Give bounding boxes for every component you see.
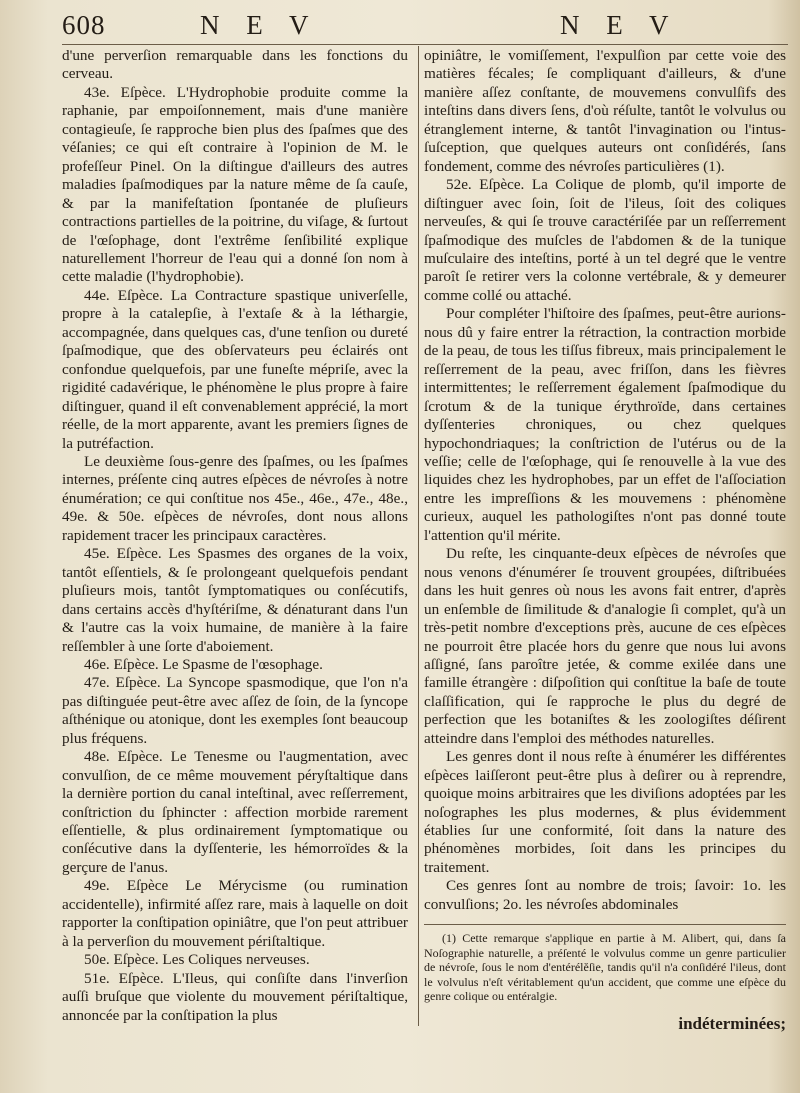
paragraph: Du reſte, les cinquante-deux eſpèces de névroſes que nous venons d'énumérer ſe trouvent groupées, diſtribuées dans les huit genres où nous les avons fait entrer, d'après un enſemble de ſimilitude & d'analogie ſi complet, qu'à un très-petit nombre d'exceptions près, aucune de ces eſpèces ne pourroit être placée hors du genre que nous lui avons aſſigné, ſans paroître jetée, & comme exilée dans une famille étrangère : diſpoſition qui conſtitue la baſe de toute claſſification, qui ſe rapproche le plus du degré de perfection que les botaniſtes & les zoologiſtes déſirent atteindre dans l'emploi des méthodes naturelles. (424, 545, 786, 747)
paragraph: Pour compléter l'hiſtoire des ſpaſmes, peut-être aurions-nous dû y faire entrer la rétraction, la contraction morbide de la peau, de tous les tiſſus fibreux, mais principalement le reſſerrement de la peau, avec friſſon, dans les fièvres intermittentes; le reſſerrement également ſpaſmodique du ſcrotum & de la tunique érythroïde, dans certaines dyſſenteries chroniques, ou chez quelques hypochondriaques; la conſtriction de l'utérus ou de la veſſie; celle de l'œſophage, qui ſe renouvelle à la vue des liquides chez les hydrophobes, par un effet de l'aſſociation entre les impreſſions & les mouvemens : phénomène curieux, auquel les pathologiſtes n'ont pas donné toute l'attention qu'il mérite. (424, 305, 786, 544)
paragraph: Les genres dont il nous reſte à énumérer les différentes eſpèces laiſſeront peut-être plus à deſirer ou à reprendre, quoique moins arbitraires que les diviſions adoptées par les noſographes les plus modernes, & plus évidemment établies ſur une conformité, ſoit dans la nature des phénomènes morbides, ſoit dans les principes du traitement. (424, 748, 786, 876)
footnote-rule (424, 924, 786, 925)
paragraph: 47e. Eſpèce. La Syncope spasmodique, que l'on n'a pas diſtinguée peut-être avec aſſez de ſoin, de la ſyncope aſthénique ou atonique, dont les exemples ſont beaucoup plus fréquens. (62, 674, 408, 747)
catchword: indéterminées; (678, 1014, 786, 1033)
paragraph: 46e. Eſpèce. Le Spasme de l'œsophage. (84, 655, 323, 673)
paragraph: 49e. Eſpèce Le Mérycisme (ou rumination accidentelle), infirmité aſſez rare, mais à laquelle on doit rapporter la conſtipation opiniâtre, que l'on peut attribuer à la perverſion du mouvement périſtaltique. (62, 877, 408, 950)
right-column (424, 47, 786, 914)
paragraph: 44e. Eſpèce. La Contracture spastique univerſelle, propre à la catalepſie, à l'extaſe & à la léthargie, accompagnée, dans quelques cas, d'une tenſion ou dureté ſpaſmodique, que des obſervateurs peu éclairés ont confondue quelquefois, par une funeſte mépriſe, avec la rigidité cadavérique, le phénomène le plus propre à faire diſtinguer, quand il eſt convenablement apprécié, la mort réelle, de la mort apparente, avant les premiers ſignes de la putréfaction. (62, 286, 408, 452)
footnote: (1) Cette remarque s'applique en partie à M. Alibert, qui, dans ſa Noſographie naturelle, a préſenté le volvulus comme un genre particulier de névroſe, ſous le nom d'entérélĕſie, tandis qu'il n'a conſidéré l'ileus, dont le volvulus n'eſt véritablement qu'un accident, que comme une eſpèce du genre colique ou entéralgie. (424, 931, 786, 1004)
paragraph: Ces genres ſont au nombre de trois; ſavoir: 1o. les convulſions; 2o. les névroſes abdominales (424, 877, 786, 913)
page-number: 608 (62, 10, 106, 40)
paragraph: 45e. Eſpèce. Les Spasmes des organes de la voix, tantôt eſſentiels, & ſe prolongeant quelquefois pendant pluſieurs mois, tantôt ſymptomatiques ou conſécutifs, dans certains accès d'hyſtériſme, & dénaturant dans l'un & l'autre cas la voix humaine, de manière à la faire reſſembler à une ſorte d'aboiement. (62, 545, 408, 655)
running-title-left: N E V (200, 10, 319, 40)
paragraph: 51e. Eſpèce. L'Ileus, qui conſiſte dans l'inverſion auſſi bruſque que violente du mouvement périſtaltique, annoncée par la conſtipation la plus (62, 969, 408, 1024)
paragraph: d'une perverſion remarquable dans les fonctions du cerveau. (62, 47, 408, 83)
column-divider (418, 46, 419, 1026)
paragraph: 43e. Eſpèce. L'Hydrophobie produite comme la raphanie, par empoiſonnement, mais d'une manière contagieuſe, ſe rapproche bien plus des ſpaſmes que des véſanies; ce qui eſt contraire à l'opinion de M. le profeſſeur Pinel. On la diſtingue d'ailleurs des autres maladies ſpaſmodiques par la nature même de ſa cauſe, & par la manifeſtation ſpontanée de pluſieurs contractions partielles de la poitrine, du viſage, & ſurtout de l'œſophage, dont l'extrême ſenſibilité explique naturellement l'horreur de l'eau qui a donné ſon nom à cette maladie (l'hydrophobie). (62, 83, 408, 286)
paragraph: 50e. Eſpèce. Les Coliques nerveuses. (84, 951, 310, 969)
running-title-right: N E V (560, 10, 679, 40)
paragraph: Le deuxième ſous-genre des ſpaſmes, ou les ſpaſmes internes, préſente cinq autres eſpèces de névroſes à notre énumération; ce qui conſtitue nos 45e., 46e., 47e., 48e., 49e. & 50e. eſpèces de névroſes, dont nous allons rapidement tracer les principaux caractères. (62, 452, 408, 544)
paragraph: opiniâtre, le vomiſſement, l'expulſion par cette voie des matières fécales; ſe compliquant d'ailleurs, & d'une manière aſſez conſtante, de mouvemens convulſifs des inteſtins dans divers ſens, d'où réſulte, tantôt le volvulus ou étranglement interne, & tantôt l'invagination ou l'intus-ſuſception, que quelques auteurs ont conſidérés, ſans fondement, comme des névroſes particulières (1). (424, 47, 786, 175)
paragraph: 48e. Eſpèce. Le Tenesme ou l'augmentation, avec convulſion, de ce même mouvement péryſtaltique dans la dernière portion du canal inteſtinal, avec reſſerrement, conſtriction du ſphincter : affection morbide rarement eſſentielle, & plus ordinairement ſymptomatique ou conſécutive dans la dyſſenterie, les hémorroïdes & la gerçure de l'anus. (62, 748, 408, 876)
header-rule (62, 44, 788, 45)
paragraph: 52e. Eſpèce. La Colique de plomb, qu'il importe de diſtinguer avec ſoin, ſoit de l'ileus, ſoit des coliques nerveuſes, & qui ſe trouve caractériſée par un reſſerrement ſpaſmodique des muſcles de l'abdomen & de la tunique muſculaire des inteſtins, porté à un tel degré que le ventre paroît ſe retirer vers la colonne vertébrale, & y demeurer comme collé ou attaché. (424, 176, 786, 304)
left-column (62, 47, 408, 1025)
